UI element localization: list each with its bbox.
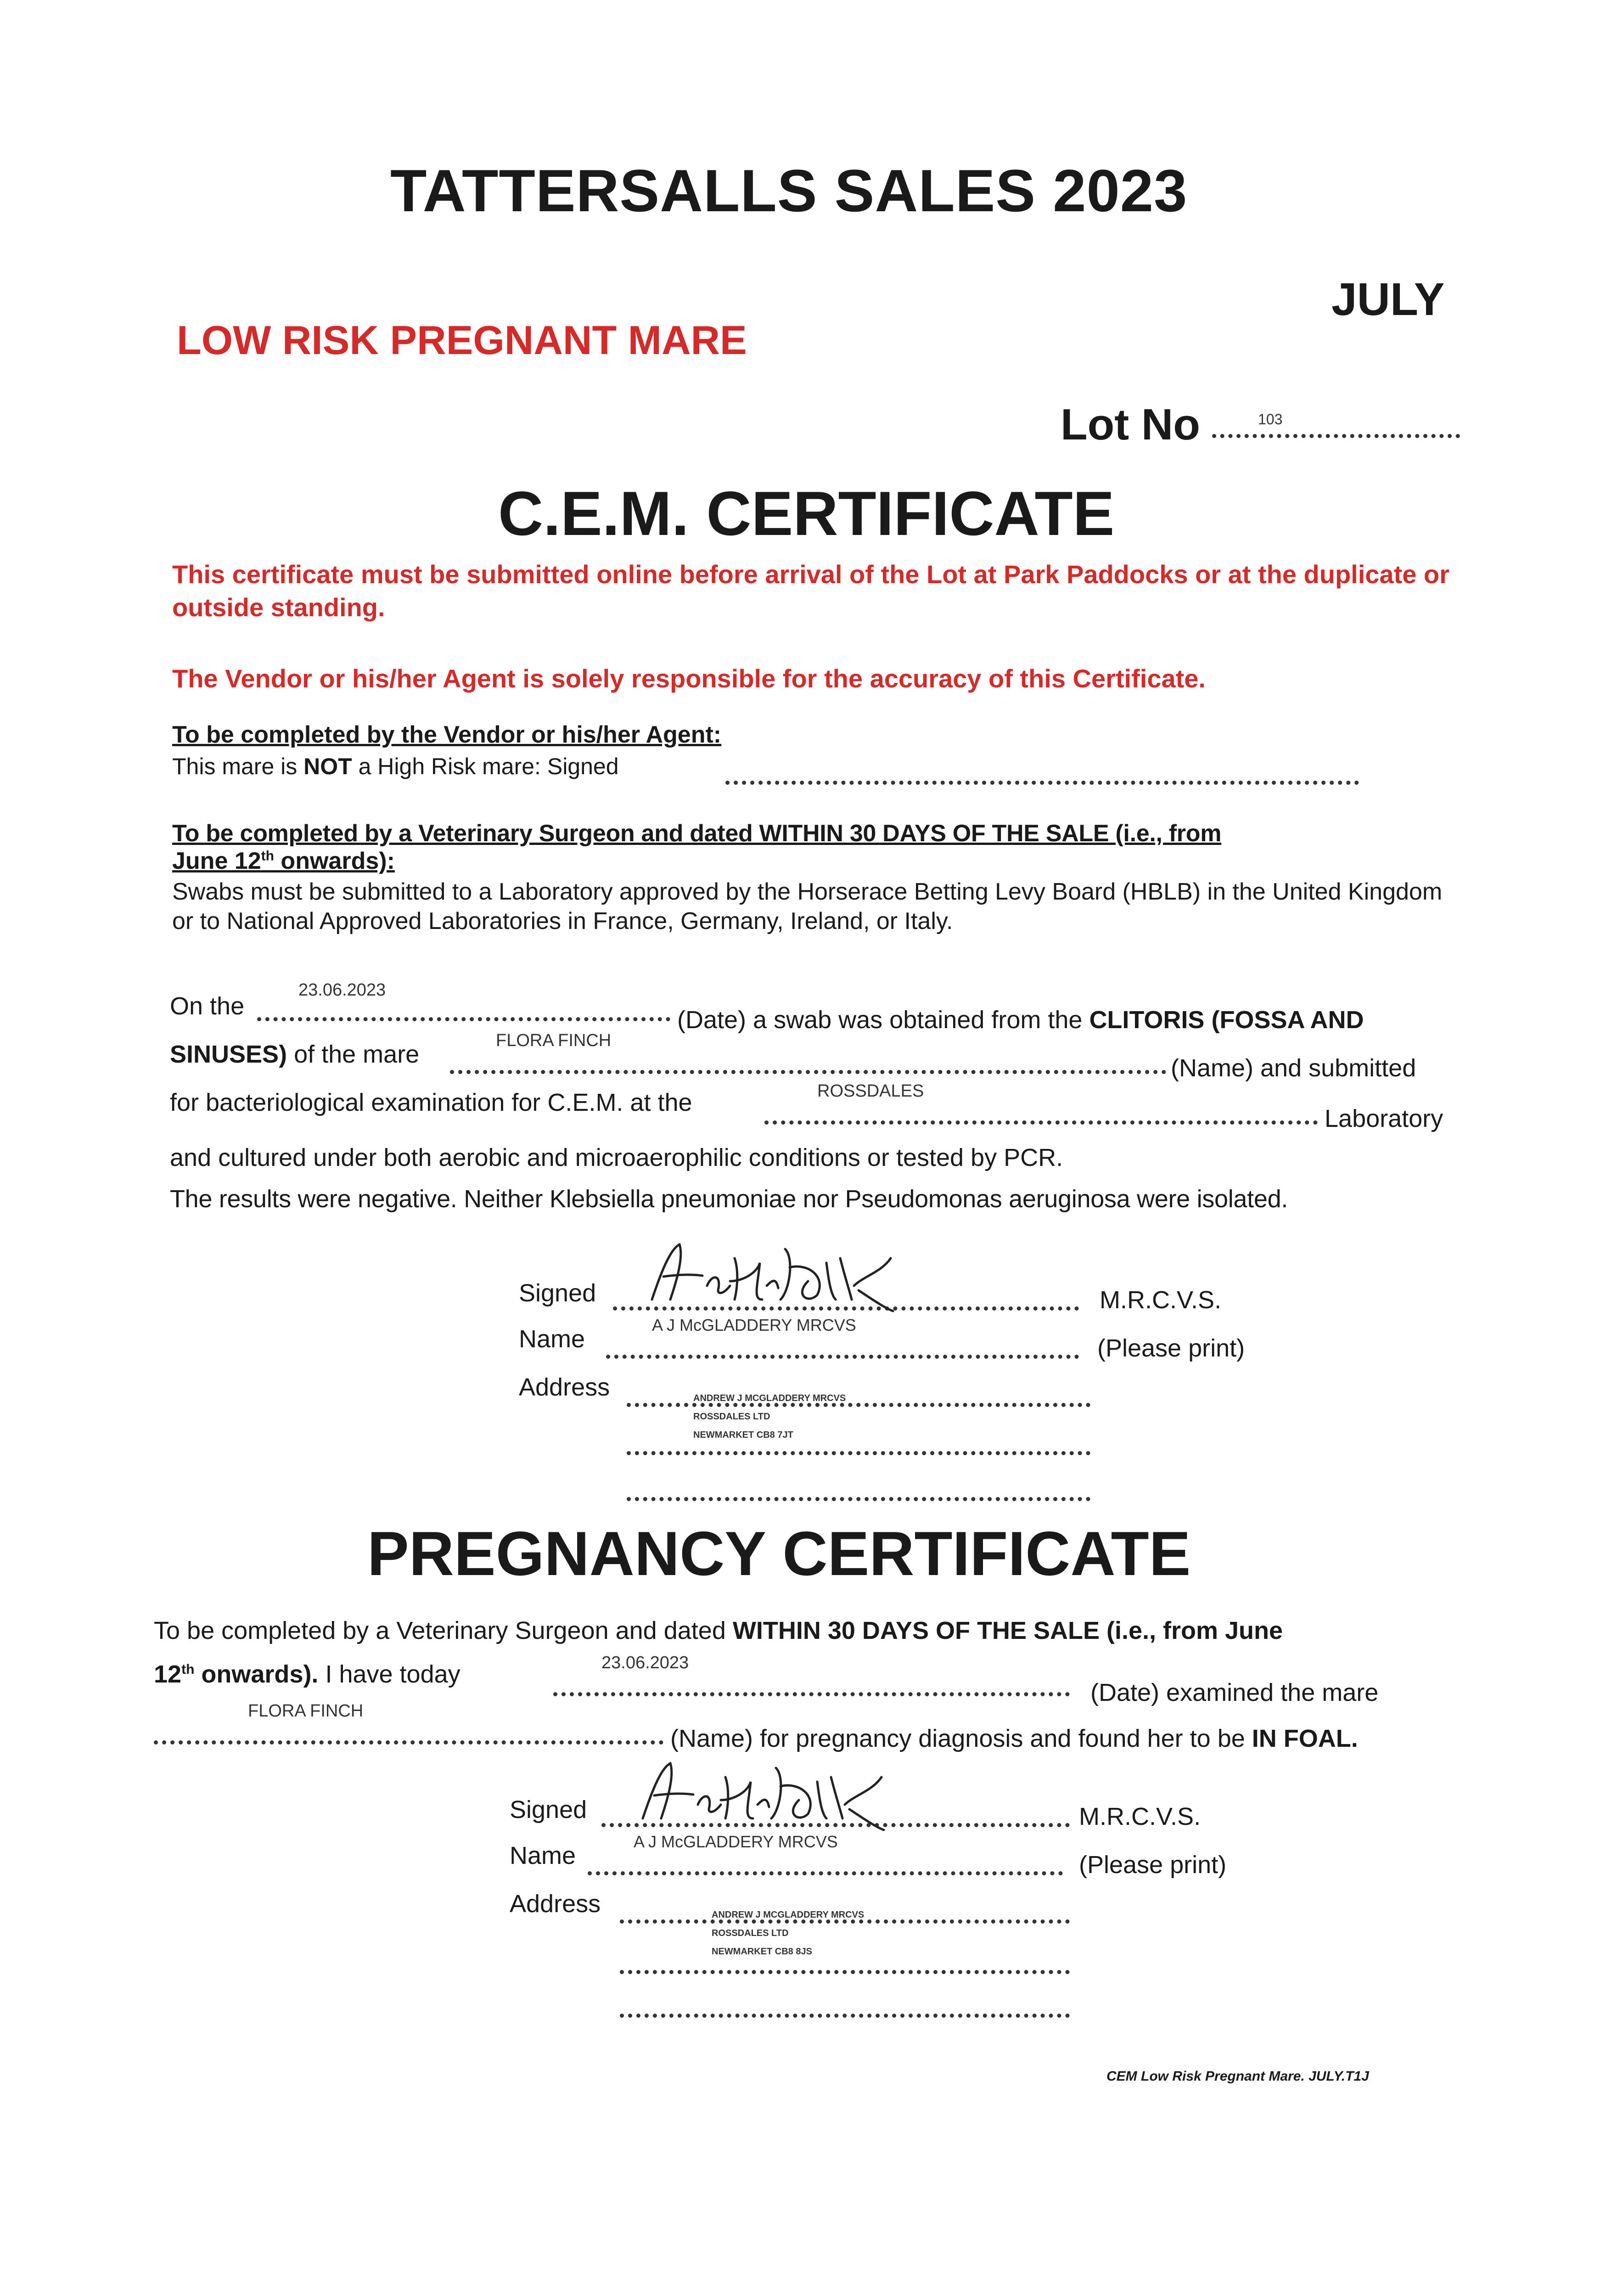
cem-results-statement: The results were negative. Neither Klebsiella pneumoniae nor Pseudomonas aeruginosa were isolated. (170, 1185, 1288, 1213)
pregnancy-address-stamp-line-3: NEWMARKET CB8 8JS (712, 1947, 812, 1957)
lot-number-label: Lot No (1061, 400, 1200, 449)
cem-on-the-label: On the (170, 992, 245, 1020)
cem-line1-text (677, 1006, 1364, 1034)
pregnancy-line1-normal: To be completed by a Veterinary Surgeon and dated (154, 1617, 733, 1644)
pregnancy-line2-sup: th (181, 1662, 195, 1677)
cem-address-label: Address (519, 1373, 610, 1401)
cem-line2-bold: SINUSES) (170, 1041, 287, 1068)
pregnancy-signed-label: Signed (510, 1796, 587, 1823)
pregnancy-vet-name: A J McGLADDERY MRCVS (634, 1832, 838, 1851)
cem-address-line-2 (627, 1451, 1090, 1455)
pregnancy-address-line-3 (620, 2014, 1070, 2018)
cem-address-stamp-line-1: ANDREW J MCGLADDERY MRCVS (693, 1393, 846, 1403)
cem-address-line-3 (627, 1497, 1090, 1501)
vet-section-heading-1: To be completed by a Veterinary Surgeon and dated WITHIN 30 DAYS OF THE SALE (i.e., from (172, 820, 1222, 847)
cem-line3-start: for bacteriological examination for C.E.M. at the (170, 1089, 692, 1116)
cem-name-line (606, 1355, 1079, 1359)
cem-lab-name: ROSSDALES (817, 1081, 924, 1101)
pregnancy-date-line (553, 1692, 1070, 1696)
pregnancy-line2-12: 12 (154, 1660, 182, 1688)
responsibility-notice: The Vendor or his/her Agent is solely responsible for the accuracy of this Certificate. (172, 664, 1206, 693)
vendor-declaration-not: NOT (303, 754, 352, 779)
pregnancy-line2-start (154, 1660, 461, 1688)
cem-mare-name: FLORA FINCH (496, 1031, 612, 1050)
cem-mrcvs-label: M.R.C.V.S. (1100, 1286, 1222, 1314)
cem-signed-label: Signed (519, 1279, 596, 1307)
cem-line3-end: Laboratory (1325, 1105, 1443, 1132)
pregnancy-line3 (670, 1724, 1358, 1753)
pregnancy-mare-name-line (154, 1740, 663, 1745)
submission-notice: This certificate must be submitted online before arrival of the Lot at Park Paddocks or at the duplicate or outside standing. (172, 560, 1449, 622)
cem-culture-statement: and cultured under both aerobic and microaerophilic conditions or tested by PCR. (170, 1144, 1063, 1171)
pregnancy-name-line (588, 1871, 1063, 1875)
cem-line2-normal: of the mare (287, 1041, 420, 1068)
vendor-declaration-b: a High Risk mare: Signed (352, 754, 619, 779)
cem-address-stamp-line-2: ROSSDALES LTD (693, 1412, 770, 1422)
pregnancy-line1 (154, 1616, 1283, 1645)
pregnancy-mrcvs-label: M.R.C.V.S. (1079, 1803, 1201, 1830)
cem-address-stamp (693, 1389, 846, 1444)
cem-signature-image (643, 1231, 900, 1313)
pregnancy-address-stamp-line-2: ROSSDALES LTD (712, 1928, 789, 1938)
pregnancy-line2-onwards: onwards). (194, 1660, 319, 1688)
cem-heading: C.E.M. CERTIFICATE (498, 478, 1115, 548)
pregnancy-address-stamp-line-1: ANDREW J MCGLADDERY MRCVS (712, 1910, 865, 1920)
cem-swab-date: 23.06.2023 (298, 980, 386, 1000)
cem-line1-bold: CLITORIS (FOSSA AND (1089, 1006, 1364, 1034)
pregnancy-please-print: (Please print) (1079, 1851, 1227, 1879)
pregnancy-mare-name: FLORA FINCH (248, 1701, 364, 1721)
pregnancy-address-label: Address (510, 1890, 601, 1918)
swab-requirements: Swabs must be submitted to a Laboratory approved by the Horserace Betting Levy Board (HBLB) in the United Kingdom or to National Approved Laboratories in France, Germany, Ireland, or Italy. (172, 878, 1443, 934)
cem-name-label: Name (519, 1325, 585, 1353)
pregnancy-exam-date: 23.06.2023 (601, 1653, 689, 1672)
cem-date-line (257, 1017, 670, 1021)
vendor-declaration-a: This mare is (172, 754, 304, 779)
cem-line1-normal: (Date) a swab was obtained from the (677, 1006, 1089, 1034)
pregnancy-line1-bold: WITHIN 30 DAYS OF THE SALE (i.e., from June (732, 1617, 1283, 1644)
sale-month: JULY (1331, 274, 1445, 325)
cem-please-print: (Please print) (1097, 1334, 1245, 1362)
vet-heading-onwards: onwards): (274, 848, 395, 874)
pregnancy-address-stamp (712, 1906, 864, 1961)
cem-line2-end: (Name) and submitted (1171, 1054, 1416, 1082)
pregnancy-signature-image (634, 1750, 891, 1832)
vendor-signature-line (725, 781, 1359, 785)
form-code-footer: CEM Low Risk Pregnant Mare. JULY.T1J (1106, 2069, 1369, 2084)
cem-line2-start (170, 1040, 419, 1069)
pregnancy-name-label: Name (510, 1842, 576, 1869)
pregnancy-line3-normal: (Name) for pregnancy diagnosis and found her to be (670, 1725, 1252, 1752)
pregnancy-line2-end: (Date) examined the mare (1090, 1679, 1379, 1706)
vet-section-heading-2 (172, 847, 395, 875)
vendor-declaration (172, 753, 619, 780)
document-title: TATTERSALLS SALES 2023 (390, 157, 1188, 224)
vet-heading-june: June 12 (172, 848, 261, 874)
cem-address-stamp-line-3: NEWMARKET CB8 7JT (693, 1430, 793, 1440)
pregnancy-address-line-2 (620, 1970, 1070, 1974)
pregnancy-line3-bold: IN FOAL. (1252, 1725, 1358, 1752)
cem-vet-name: A J McGLADDERY MRCVS (652, 1316, 856, 1334)
pregnancy-heading: PREGNANCY CERTIFICATE (367, 1519, 1191, 1588)
pregnancy-line2-today: I have today (318, 1660, 461, 1688)
mare-category: LOW RISK PREGNANT MARE (177, 317, 747, 363)
vendor-section-heading: To be completed by the Vendor or his/her Agent: (172, 721, 722, 748)
lot-number-line (1212, 434, 1460, 438)
vet-heading-sup: th (261, 848, 274, 864)
cem-lab-line (764, 1120, 1318, 1125)
lot-number-value: 103 (1258, 411, 1283, 428)
cem-mare-name-dots (450, 1070, 1166, 1074)
